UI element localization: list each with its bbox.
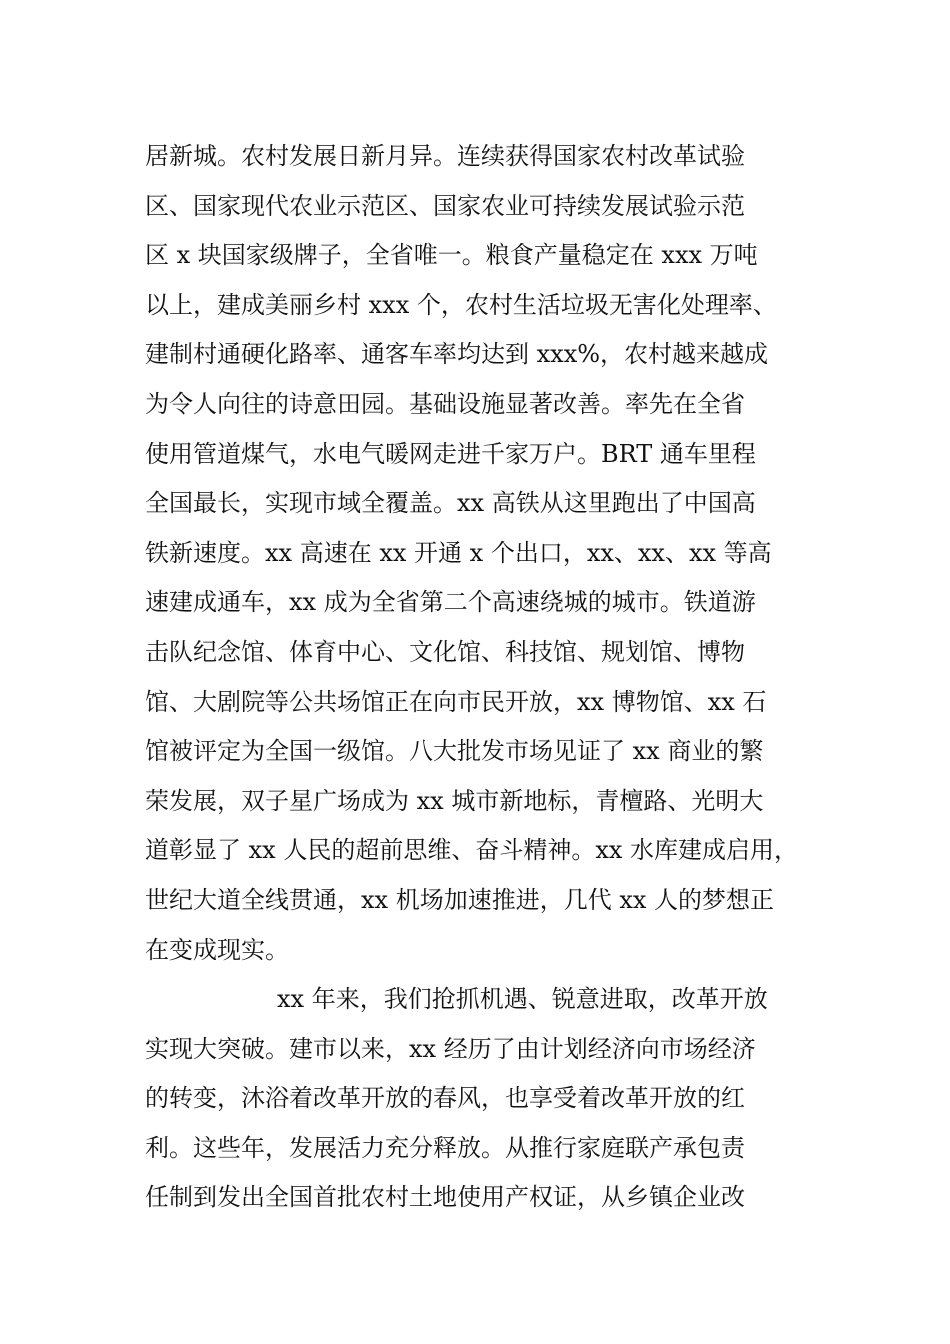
text-line: 实现大突破。建市以来，xx 经历了由计划经济向市场经济 [145, 1034, 756, 1063]
text-line: 速建成通车，xx 成为全省第二个高速绕城的城市。铁道游 [145, 588, 756, 617]
text-line: 任制到发出全国首批农村土地使用产权证，从乡镇企业改 [145, 1183, 745, 1212]
text-line: 在变成现实。 [145, 935, 289, 964]
text-line: 击队纪念馆、体育中心、文化馆、科技馆、规划馆、博物 [145, 637, 745, 666]
body-text [145, 132, 835, 1223]
text-line: 区、国家现代农业示范区、国家农业可持续发展试验示范 [145, 191, 745, 220]
text-line: 的转变，沐浴着改革开放的春风，也享受着改革开放的红 [145, 1084, 745, 1113]
text-line: 区 x 块国家级牌子，全省唯一。粮食产量稳定在 xxx 万吨 [145, 241, 758, 270]
text-line: 利。这些年，发展活力充分释放。从推行家庭联产承包责 [145, 1133, 745, 1162]
text-line: 世纪大道全线贯通，xx 机场加速推进，几代 xx 人的梦想正 [145, 885, 775, 914]
text-line: 为令人向往的诗意田园。基础设施显著改善。率先在全省 [145, 389, 745, 418]
text-line: 道彰显了 xx 人民的超前思维、奋斗精神。xx 水库建成启用， [145, 836, 799, 865]
paragraph-1 [145, 132, 835, 975]
text-line: 铁新速度。xx 高速在 xx 开通 x 个出口，xx、xx、xx 等高 [145, 538, 772, 567]
text-line: 居新城。农村发展日新月异。连续获得国家农村改革试验 [145, 142, 745, 170]
text-line: 使用管道煤气，水电气暖网走进千家万户。BRT 通车里程 [145, 439, 756, 468]
text-line: xx 年来，我们抢抓机遇、锐意进取，改革开放 [277, 985, 768, 1014]
paragraph-2 [145, 975, 835, 1223]
text-line: 全国最长，实现市域全覆盖。xx 高铁从这里跑出了中国高 [145, 489, 756, 518]
text-line: 建制村通硬化路率、通客车率均达到 xxx%，农村越来越成 [145, 340, 769, 369]
text-line: 馆被评定为全国一级馆。八大批发市场见证了 xx 商业的繁 [145, 737, 764, 766]
text-line: 荣发展，双子星广场成为 xx 城市新地标，青檀路、光明大 [145, 786, 764, 815]
text-line: 以上，建成美丽乡村 xxx 个，农村生活垃圾无害化处理率、 [145, 290, 777, 319]
text-line: 馆、大剧院等公共场馆正在向市民开放，xx 博物馆、xx 石 [145, 687, 767, 716]
